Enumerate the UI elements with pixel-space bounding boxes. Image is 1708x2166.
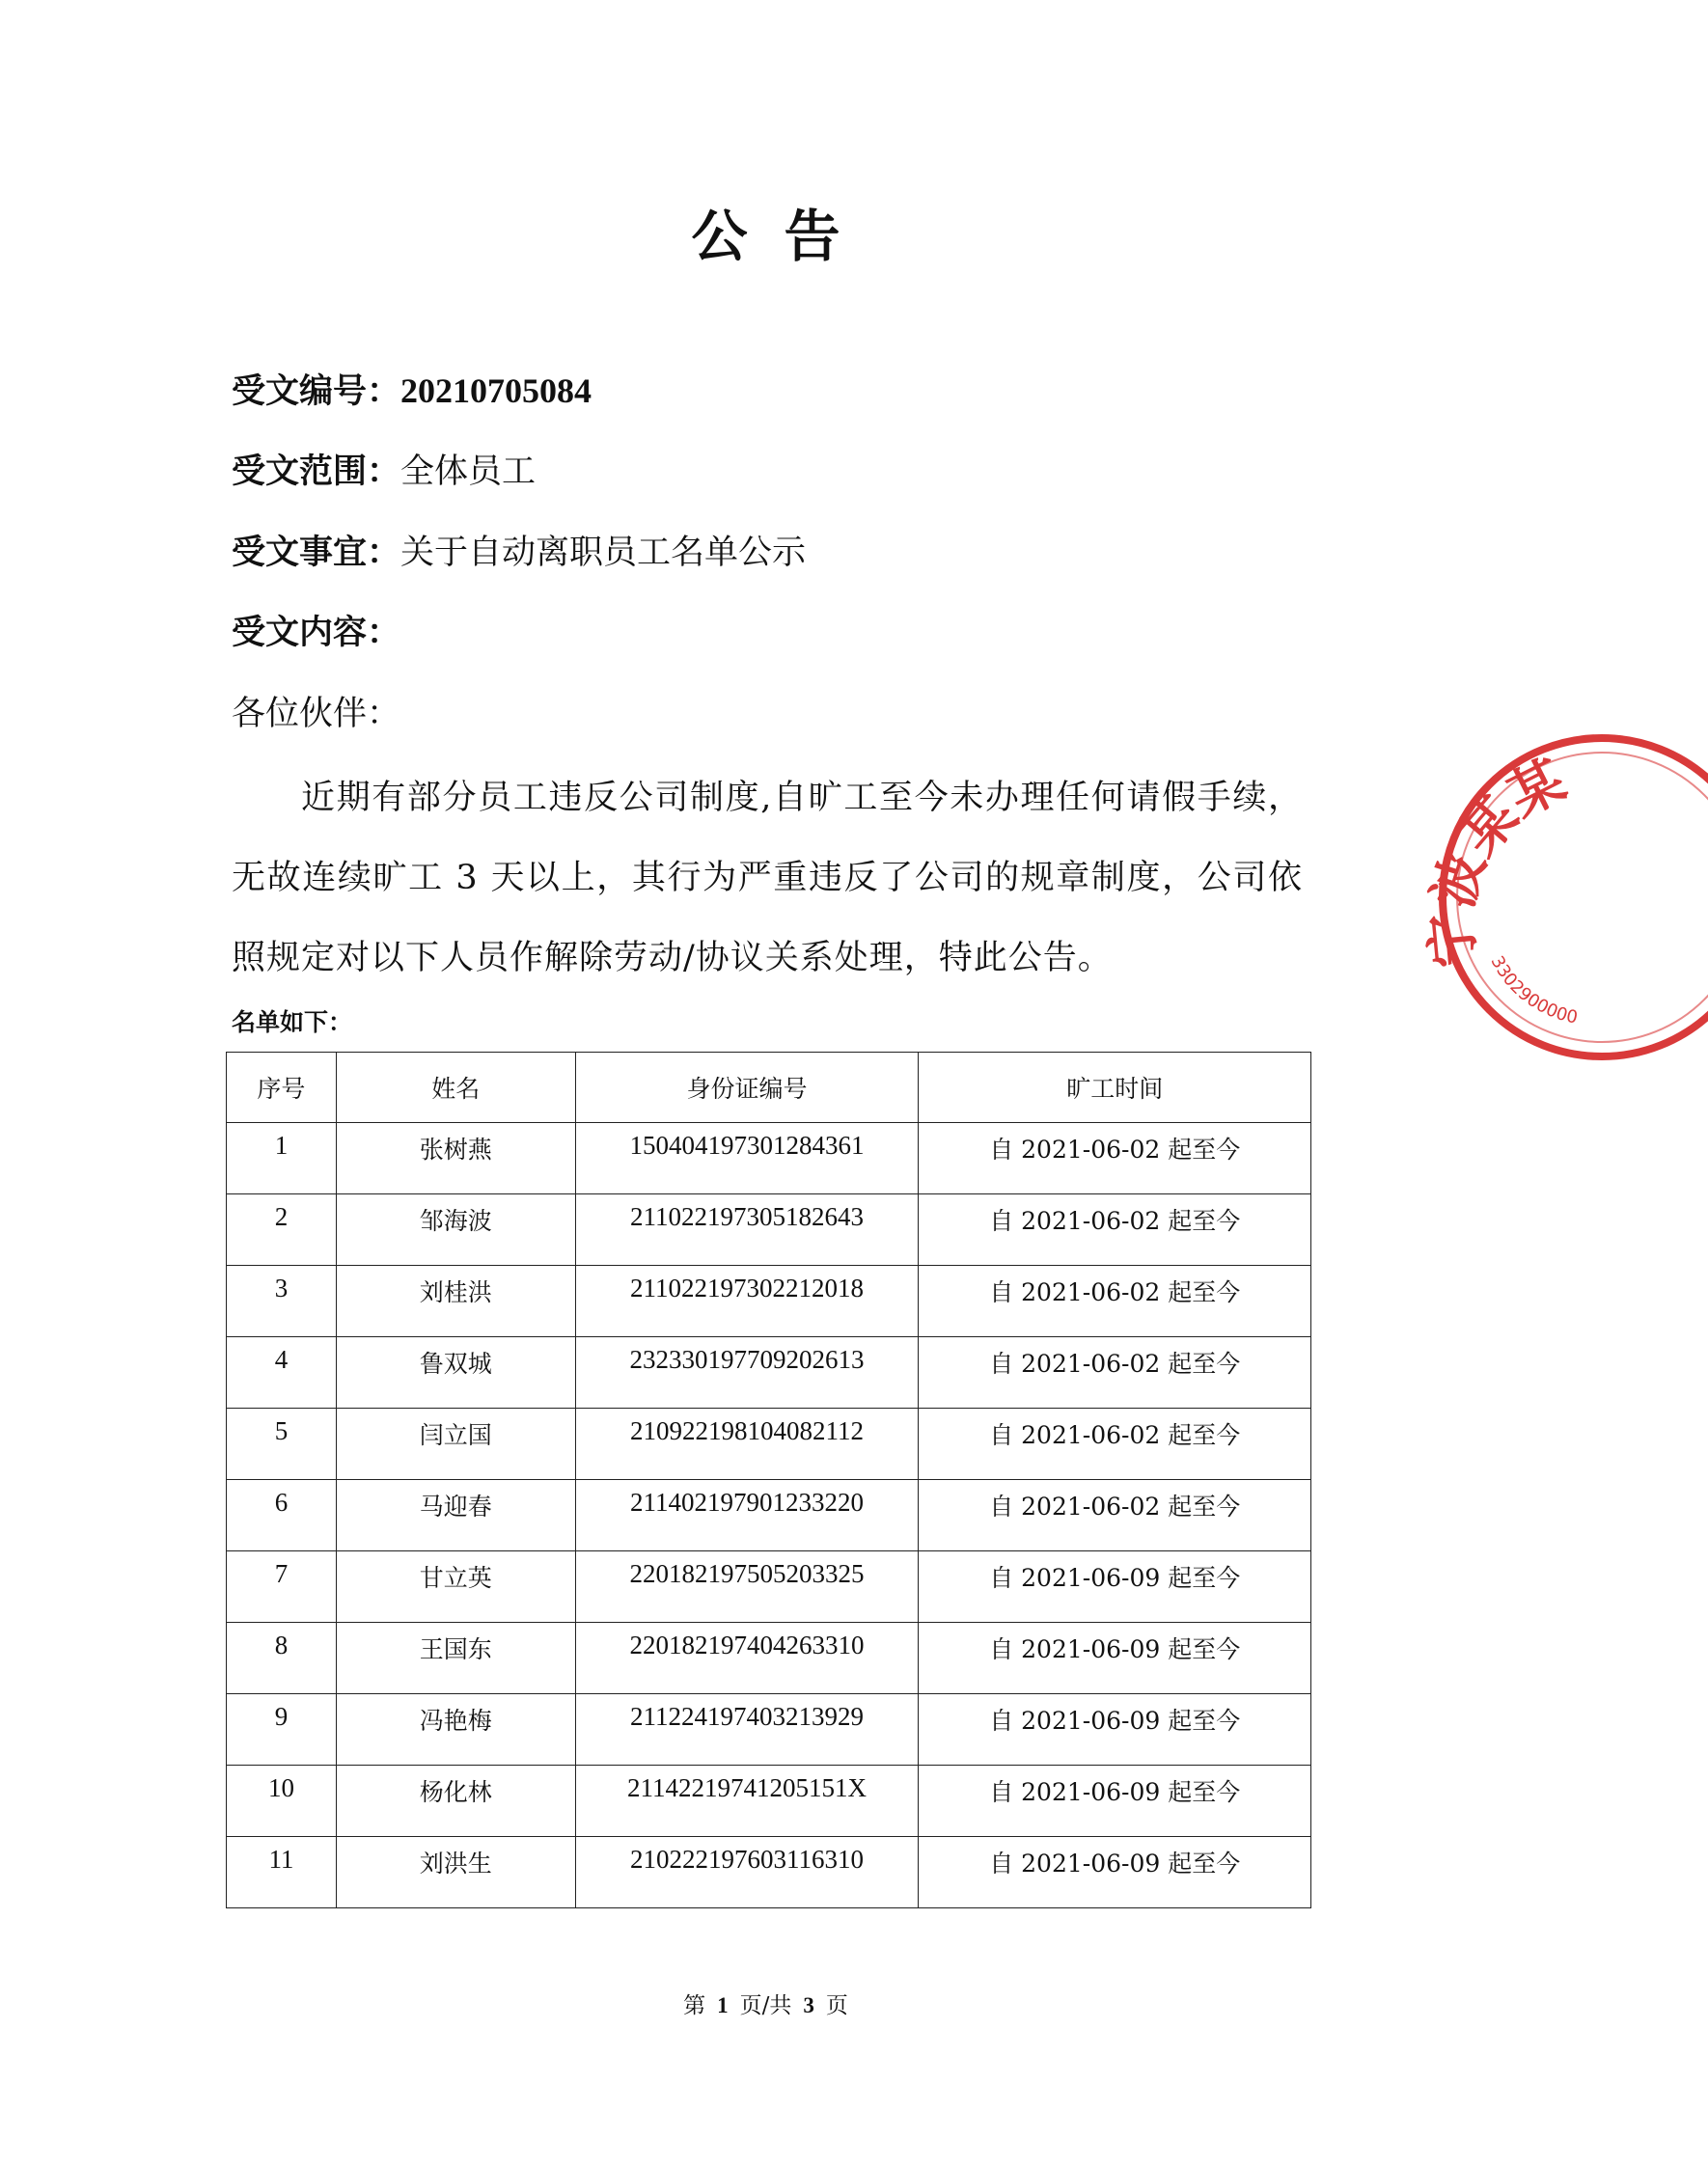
cell-index: 6 bbox=[227, 1480, 337, 1551]
table-row bbox=[227, 1694, 1311, 1766]
table-row bbox=[227, 1837, 1311, 1908]
field-label: 受文范围： bbox=[232, 452, 401, 491]
cell-id-number: 210222197603116310 bbox=[575, 1837, 919, 1908]
cell-id-number: 211402197901233220 bbox=[575, 1480, 919, 1551]
field-label: 受文内容： bbox=[232, 613, 401, 652]
footer-middle: 页/共 bbox=[739, 1993, 792, 2018]
cell-name: 邹海波 bbox=[336, 1194, 575, 1266]
header-id-number: 身份证编号 bbox=[575, 1053, 919, 1123]
company-seal bbox=[1419, 733, 1580, 1061]
list-title: 名单如下： bbox=[232, 1008, 353, 1036]
cell-absence-time: 自 2021-06-02 起至今 bbox=[919, 1337, 1311, 1409]
body-paragraph: 近期有部分员工违反公司制度,自旷工至今未办理任何请假手续，无故连续旷工 3 天以上，其行为严重违反了公司的规章制度，公司依照规定对以下人员作解除劳动/协议关系处理，特此公告。 bbox=[232, 779, 1303, 977]
cell-name: 闫立国 bbox=[336, 1409, 575, 1480]
table-row bbox=[227, 1409, 1311, 1480]
roster-table bbox=[226, 1052, 1311, 1908]
cell-name: 王国东 bbox=[336, 1623, 575, 1694]
seal-stamp-icon bbox=[1419, 733, 1708, 1061]
cell-index: 9 bbox=[227, 1694, 337, 1766]
cell-absence-time: 自 2021-06-09 起至今 bbox=[919, 1551, 1311, 1623]
cell-index: 3 bbox=[227, 1266, 337, 1337]
field-value: 全体员工 bbox=[400, 452, 537, 491]
cell-id-number: 211022197302212018 bbox=[575, 1266, 919, 1337]
cell-absence-time: 自 2021-06-09 起至今 bbox=[919, 1694, 1311, 1766]
page-title: 公告 bbox=[691, 204, 877, 269]
seal-text: 宁波某某 bbox=[1419, 748, 1576, 971]
table-row bbox=[227, 1194, 1311, 1266]
cell-absence-time: 自 2021-06-02 起至今 bbox=[919, 1194, 1311, 1266]
cell-index: 11 bbox=[227, 1837, 337, 1908]
cell-name: 马迎春 bbox=[336, 1480, 575, 1551]
cell-name: 鲁双城 bbox=[336, 1337, 575, 1409]
table-row bbox=[227, 1480, 1311, 1551]
field-label: 受文编号： bbox=[232, 371, 401, 411]
field-scope bbox=[232, 445, 536, 493]
header-index: 序号 bbox=[227, 1053, 337, 1123]
cell-absence-time: 自 2021-06-09 起至今 bbox=[919, 1623, 1311, 1694]
table-row bbox=[227, 1766, 1311, 1837]
cell-index: 4 bbox=[227, 1337, 337, 1409]
footer-prefix: 第 bbox=[683, 1993, 706, 2018]
table-row bbox=[227, 1266, 1311, 1337]
cell-name: 张树燕 bbox=[336, 1123, 575, 1194]
cell-id-number: 21142219741205151X bbox=[575, 1766, 919, 1837]
cell-absence-time: 自 2021-06-02 起至今 bbox=[919, 1409, 1311, 1480]
cell-name: 刘桂洪 bbox=[336, 1266, 575, 1337]
greeting: 各位伙伴： bbox=[232, 695, 401, 733]
cell-id-number: 211224197403213929 bbox=[575, 1694, 919, 1766]
field-content bbox=[232, 606, 400, 654]
field-subject bbox=[232, 526, 806, 574]
cell-name: 甘立英 bbox=[336, 1551, 575, 1623]
header-absence-time: 旷工时间 bbox=[919, 1053, 1311, 1123]
cell-absence-time: 自 2021-06-02 起至今 bbox=[919, 1123, 1311, 1194]
field-label: 受文事宜： bbox=[232, 533, 401, 572]
cell-name: 冯艳梅 bbox=[336, 1694, 575, 1766]
cell-absence-time: 自 2021-06-09 起至今 bbox=[919, 1766, 1311, 1837]
seal-number: 3302900000 bbox=[1486, 952, 1580, 1028]
footer-page-number: 1 bbox=[717, 1993, 729, 2017]
table-header-row bbox=[227, 1053, 1311, 1123]
cell-name: 刘洪生 bbox=[336, 1837, 575, 1908]
cell-id-number: 232330197709202613 bbox=[575, 1337, 919, 1409]
cell-id-number: 150404197301284361 bbox=[575, 1123, 919, 1194]
cell-name: 杨化林 bbox=[336, 1766, 575, 1837]
cell-index: 1 bbox=[227, 1123, 337, 1194]
cell-index: 8 bbox=[227, 1623, 337, 1694]
cell-id-number: 210922198104082112 bbox=[575, 1409, 919, 1480]
footer-suffix: 页 bbox=[825, 1993, 848, 2018]
cell-id-number: 220182197404263310 bbox=[575, 1623, 919, 1694]
cell-absence-time: 自 2021-06-02 起至今 bbox=[919, 1266, 1311, 1337]
cell-id-number: 220182197505203325 bbox=[575, 1551, 919, 1623]
field-value: 20210705084 bbox=[400, 371, 592, 410]
footer-total-pages: 3 bbox=[803, 1993, 814, 2017]
table-body bbox=[227, 1123, 1311, 1908]
cell-absence-time: 自 2021-06-09 起至今 bbox=[919, 1837, 1311, 1908]
cell-index: 7 bbox=[227, 1551, 337, 1623]
cell-absence-time: 自 2021-06-02 起至今 bbox=[919, 1480, 1311, 1551]
field-document-number bbox=[232, 365, 592, 413]
page-footer bbox=[0, 1988, 1531, 2019]
table-row bbox=[227, 1551, 1311, 1623]
cell-index: 2 bbox=[227, 1194, 337, 1266]
header-name: 姓名 bbox=[336, 1053, 575, 1123]
cell-index: 10 bbox=[227, 1766, 337, 1837]
cell-index: 5 bbox=[227, 1409, 337, 1480]
table-row bbox=[227, 1623, 1311, 1694]
field-value: 关于自动离职员工名单公示 bbox=[400, 534, 807, 572]
table-row bbox=[227, 1337, 1311, 1409]
table-row bbox=[227, 1123, 1311, 1194]
cell-id-number: 211022197305182643 bbox=[575, 1194, 919, 1266]
